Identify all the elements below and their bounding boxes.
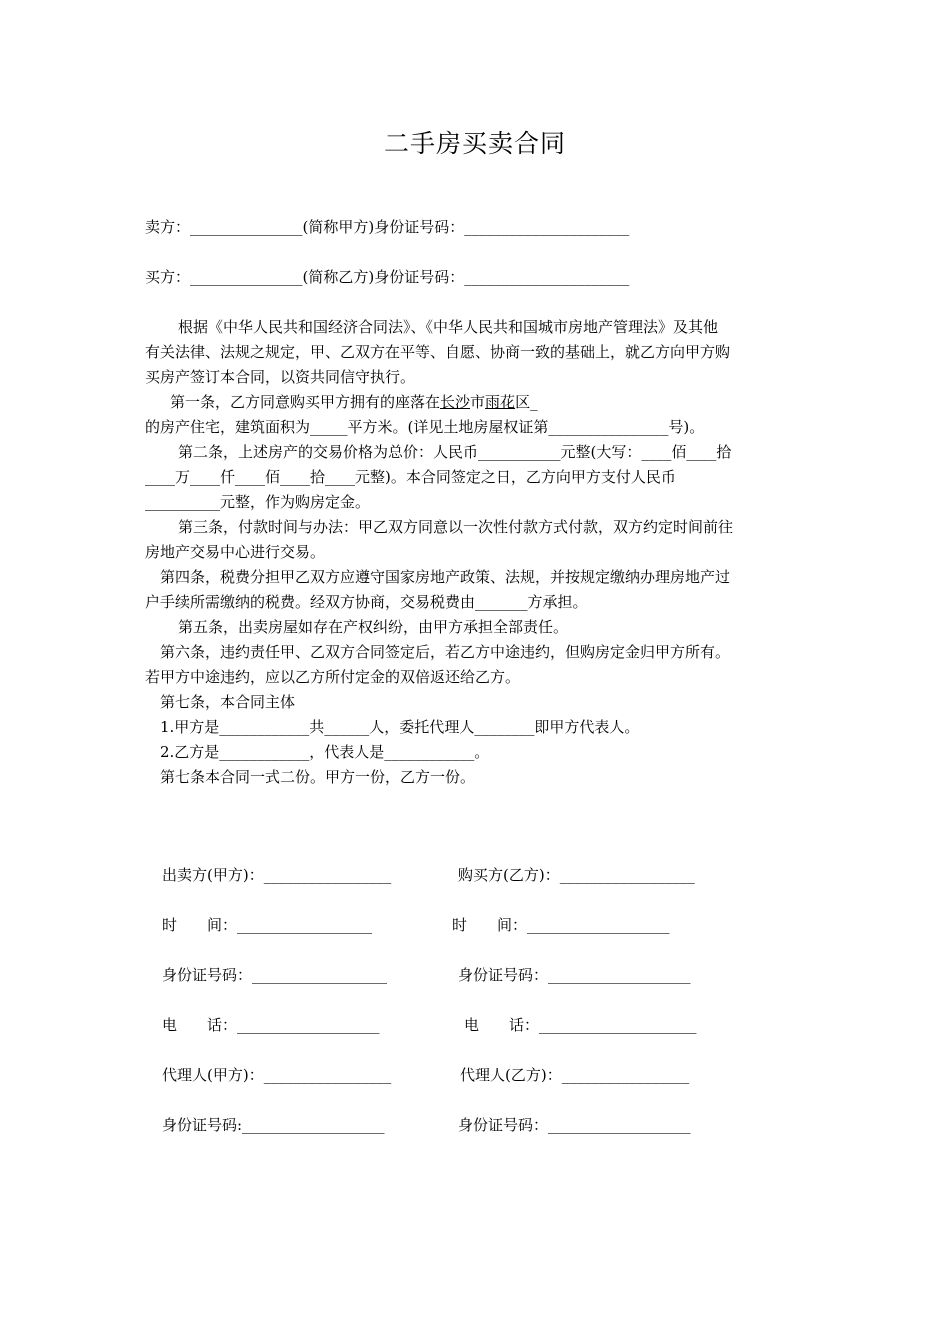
article-7-heading: 第七条，本合同主体 <box>160 693 296 711</box>
signature-seller-agent: 代理人(甲方)：_________________ <box>162 1066 392 1084</box>
article-7-copies: 第七条本合同一式二份。甲方一份，乙方一份。 <box>160 768 476 786</box>
article-2-line-1: 第二条，上述房产的交易价格为总价：人民币___________元整(大写：____佰____拾 <box>178 443 732 461</box>
signature-buyer: 购买方(乙方)：__________________ <box>458 866 695 884</box>
article-4-line-2: 户手续所需缴纳的税费。经双方协商，交易税费由_______方承担。 <box>145 593 588 611</box>
article-1-prefix: 第一条，乙方同意购买甲方拥有的座落在 <box>170 393 441 411</box>
signature-buyer-id: 身份证号码：___________________ <box>458 966 691 984</box>
article-1-district: 雨花 <box>485 393 516 411</box>
article-2-line-3: __________元整，作为购房定金。 <box>145 493 371 511</box>
buyer-line: 买方：_______________(简称乙方)身份证号码：______________________ <box>145 268 630 286</box>
article-1-city-suffix: 市 <box>470 393 486 411</box>
article-3-line-1: 第三条，付款时间与办法：甲乙双方同意以一次性付款方式付款，双方约定时间前往 <box>178 518 734 536</box>
preamble-line-2: 有关法律、法规之规定，甲、乙双方在平等、自愿、协商一致的基础上，就乙方向甲方购 <box>145 343 731 361</box>
seller-line: 卖方：_______________(简称甲方)身份证号码：______________________ <box>145 218 630 236</box>
article-1-city: 长沙 <box>440 393 471 411</box>
article-7-item-1: 1.甲方是____________共______人，委托代理人________即甲方代表人。 <box>160 718 640 736</box>
article-3-line-2: 房地产交易中心进行交易。 <box>145 543 326 561</box>
signature-seller-agent-id: 身份证号码:___________________ <box>162 1116 385 1134</box>
article-2-line-2: ____万____仟____佰____拾____元整)。本合同签定之日，乙方向甲方支付人民币 <box>145 468 676 486</box>
signature-seller-phone: 电 话：___________________ <box>162 1016 380 1034</box>
signature-seller: 出卖方(甲方)：_________________ <box>162 866 392 884</box>
page-title: 二手房买卖合同 <box>383 129 566 158</box>
signature-buyer-agent-id: 身份证号码：___________________ <box>458 1116 691 1134</box>
article-1-line-1 <box>170 390 830 415</box>
article-1-line-2: 的房产住宅，建筑面积为_____平方米。(详见土地房屋权证第________________号)。 <box>145 418 705 436</box>
article-5: 第五条，出卖房屋如存在产权纠纷，由甲方承担全部责任。 <box>178 618 569 636</box>
preamble-line-1: 根据《中华人民共和国经济合同法》、《中华人民共和国城市房地产管理法》及其他 <box>178 318 719 336</box>
signature-buyer-date: 时 间：___________________ <box>452 916 670 934</box>
article-4-line-1: 第四条，税费分担甲乙双方应遵守国家房地产政策、法规，并按规定缴纳办理房地产过 <box>160 568 731 586</box>
signature-seller-date: 时 间：__________________ <box>162 916 373 934</box>
article-6-line-2: 若甲方中途违约，应以乙方所付定金的双倍返还给乙方。 <box>145 668 521 686</box>
article-7-item-2: 2.乙方是____________，代表人是____________。 <box>160 743 490 761</box>
article-1-district-suffix: 区_ <box>515 393 538 411</box>
signature-seller-id: 身份证号码：__________________ <box>162 966 388 984</box>
signature-buyer-agent: 代理人(乙方)：_________________ <box>460 1066 690 1084</box>
preamble-line-3: 买房产签订本合同，以资共同信守执行。 <box>145 368 416 386</box>
article-6-line-1: 第六条，违约责任甲、乙双方合同签定后，若乙方中途违约，但购房定金归甲方所有。 <box>160 643 731 661</box>
signature-buyer-phone: 电 话：_____________________ <box>464 1016 697 1034</box>
